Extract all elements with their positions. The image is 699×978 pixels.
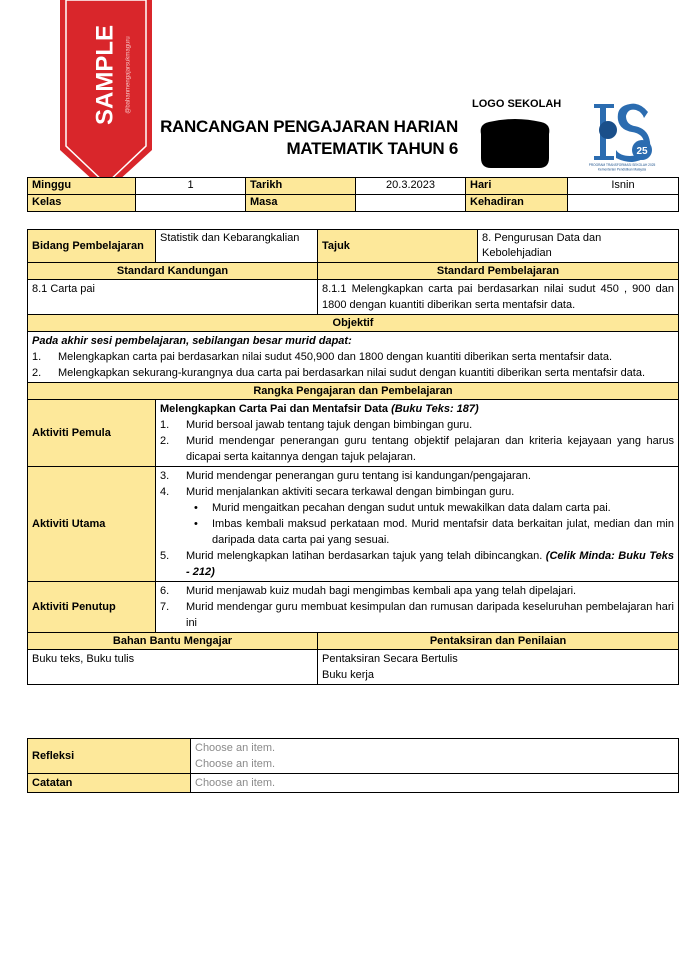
pemula-label: Aktiviti Pemula bbox=[28, 400, 156, 467]
masa-label: Masa bbox=[246, 195, 356, 212]
refleksi-dropdown-2[interactable]: Choose an item. bbox=[195, 758, 276, 770]
tarikh-value[interactable]: 20.3.2023 bbox=[356, 178, 466, 195]
svg-text:25: 25 bbox=[636, 146, 648, 157]
minggu-value[interactable]: 1 bbox=[136, 178, 246, 195]
kehadiran-value[interactable] bbox=[568, 195, 679, 212]
rangka-header: Rangka Pengajaran dan Pembelajaran bbox=[28, 383, 679, 400]
utama-body bbox=[156, 467, 679, 582]
sk-header: Standard Kandungan bbox=[28, 263, 318, 280]
kelas-value[interactable] bbox=[136, 195, 246, 212]
refleksi-dropdown-1[interactable]: Choose an item. bbox=[195, 742, 276, 754]
pentaksiran-header: Pentaksiran dan Penilaian bbox=[318, 633, 679, 650]
kelas-label: Kelas bbox=[28, 195, 136, 212]
refleksi-label: Refleksi bbox=[28, 739, 191, 774]
bbm-header: Bahan Bantu Mengajar bbox=[28, 633, 318, 650]
refleksi-value bbox=[191, 739, 679, 774]
utama-list bbox=[160, 468, 674, 500]
list-item: 5. Murid melengkapkan latihan berdasarkan tajuk yang telah dibincangkan. (Celik Minda: Buku Teks - 212) bbox=[160, 550, 674, 578]
tajuk-value: 8. Pengurusan Data dan Kebolehjadian bbox=[478, 230, 679, 263]
objektif-header: Objektif bbox=[28, 315, 679, 332]
info-table bbox=[27, 177, 679, 212]
list-item: 3. Murid mendengar penerangan guru tentang isi kandungan/pengajaran. bbox=[160, 470, 531, 482]
pemula-heading: Melengkapkan Carta Pai dan Mentafsir Data (Buku Teks: 187) bbox=[160, 403, 479, 415]
list-item: • Murid mengaitkan pecahan dengan sudut untuk mewakilkan data dalam carta pai. bbox=[194, 502, 611, 514]
bidang-value: Statistik dan Kebarangkalian bbox=[156, 230, 318, 263]
watermark-sub: @bahanmengajarsukmaguru bbox=[125, 36, 132, 114]
utama-label: Aktiviti Utama bbox=[28, 467, 156, 582]
watermark-label: SAMPLE bbox=[91, 24, 119, 126]
pentaksiran-line-1: Pentaksiran Secara Bertulis bbox=[322, 653, 458, 665]
catatan-dropdown[interactable]: Choose an item. bbox=[191, 774, 679, 793]
hari-value[interactable]: Isnin bbox=[568, 178, 679, 195]
catatan-label: Catatan bbox=[28, 774, 191, 793]
masa-value[interactable] bbox=[356, 195, 466, 212]
pentaksiran-line-2: Buku kerja bbox=[322, 669, 374, 681]
list-item: 1. Melengkapkan carta pai berdasarkan nilai sudut 450,900 dan 1800 dengan kuantiti diberikan serta mentafsir data. bbox=[32, 351, 613, 363]
list-item: 2. Murid mendengar penerangan guru tentang objektif pelajaran dan kriteria kejayaan yang harus dicapai serta kaitannya dengan tajuk pelajaran. bbox=[160, 435, 674, 463]
tajuk-label: Tajuk bbox=[318, 230, 478, 263]
list-item: 2. Melengkapkan sekurang-kurangnya dua carta pai berdasarkan nilai sudut dengan kuantiti diberikan serta mentafsir data. bbox=[32, 367, 646, 379]
pemula-list bbox=[160, 417, 674, 465]
sp-value: 8.1.1 Melengkapkan carta pai berdasarkan nilai sudut 450 , 900 dan 1800 dengan kuantiti diberikan serta mentafsir data. bbox=[318, 280, 679, 315]
utama-bullets bbox=[160, 500, 674, 548]
page-title: RANCANGAN PENGAJARAN HARIAN bbox=[160, 117, 458, 136]
minggu-label: Minggu bbox=[28, 178, 136, 195]
utama-list-2 bbox=[160, 548, 674, 580]
sample-watermark bbox=[60, 0, 152, 192]
hari-label: Hari bbox=[466, 178, 568, 195]
reflection-table bbox=[27, 738, 679, 793]
objektif-body bbox=[28, 332, 679, 383]
list-item: • Imbas kembali maksud perkataan mod. Murid mentafsir data berkaitan julat, median dan min daripada data carta pai yang sesuai. bbox=[194, 518, 674, 546]
list-item: 7. Murid mendengar guru membuat kesimpulan dan rumusan daripada keseluruhan pembelajaran hari ini bbox=[160, 601, 674, 629]
pentaksiran-value bbox=[318, 650, 679, 685]
bbm-value: Buku teks, Buku tulis bbox=[28, 650, 318, 685]
ministry-small-text: PROGRAM TRANSFORMASI SEKOLAH 2025 bbox=[588, 163, 656, 167]
list-item: 4. Murid menjalankan aktiviti secara terkawal dengan bimbingan guru. bbox=[160, 486, 515, 498]
penutup-label: Aktiviti Penutup bbox=[28, 582, 156, 633]
logo-label: LOGO SEKOLAH bbox=[472, 98, 562, 110]
objektif-intro: Pada akhir sesi pembelajaran, sebilangan besar murid dapat: bbox=[32, 335, 352, 347]
objektif-list bbox=[32, 349, 674, 381]
tarikh-label: Tarikh bbox=[246, 178, 356, 195]
ministry-logo bbox=[588, 100, 656, 172]
lesson-table bbox=[27, 229, 679, 685]
bidang-label: Bidang Pembelajaran bbox=[28, 230, 156, 263]
school-logo-placeholder bbox=[479, 118, 551, 170]
sk-value: 8.1 Carta pai bbox=[28, 280, 318, 315]
penutup-body bbox=[156, 582, 679, 633]
page-subtitle: MATEMATIK TAHUN 6 bbox=[286, 139, 458, 158]
sp-header: Standard Pembelajaran bbox=[318, 263, 679, 280]
penutup-list bbox=[160, 583, 674, 631]
list-item: 6. Murid menjawab kuiz mudah bagi mengimbas kembali apa yang telah dipelajari. bbox=[160, 585, 577, 597]
kehadiran-label: Kehadiran bbox=[466, 195, 568, 212]
pemula-body bbox=[156, 400, 679, 467]
ministry-small-text-2: Kementerian Pendidikan Malaysia bbox=[597, 167, 647, 172]
list-item: 1. Murid bersoal jawab tentang tajuk dengan bimbingan guru. bbox=[160, 419, 473, 431]
